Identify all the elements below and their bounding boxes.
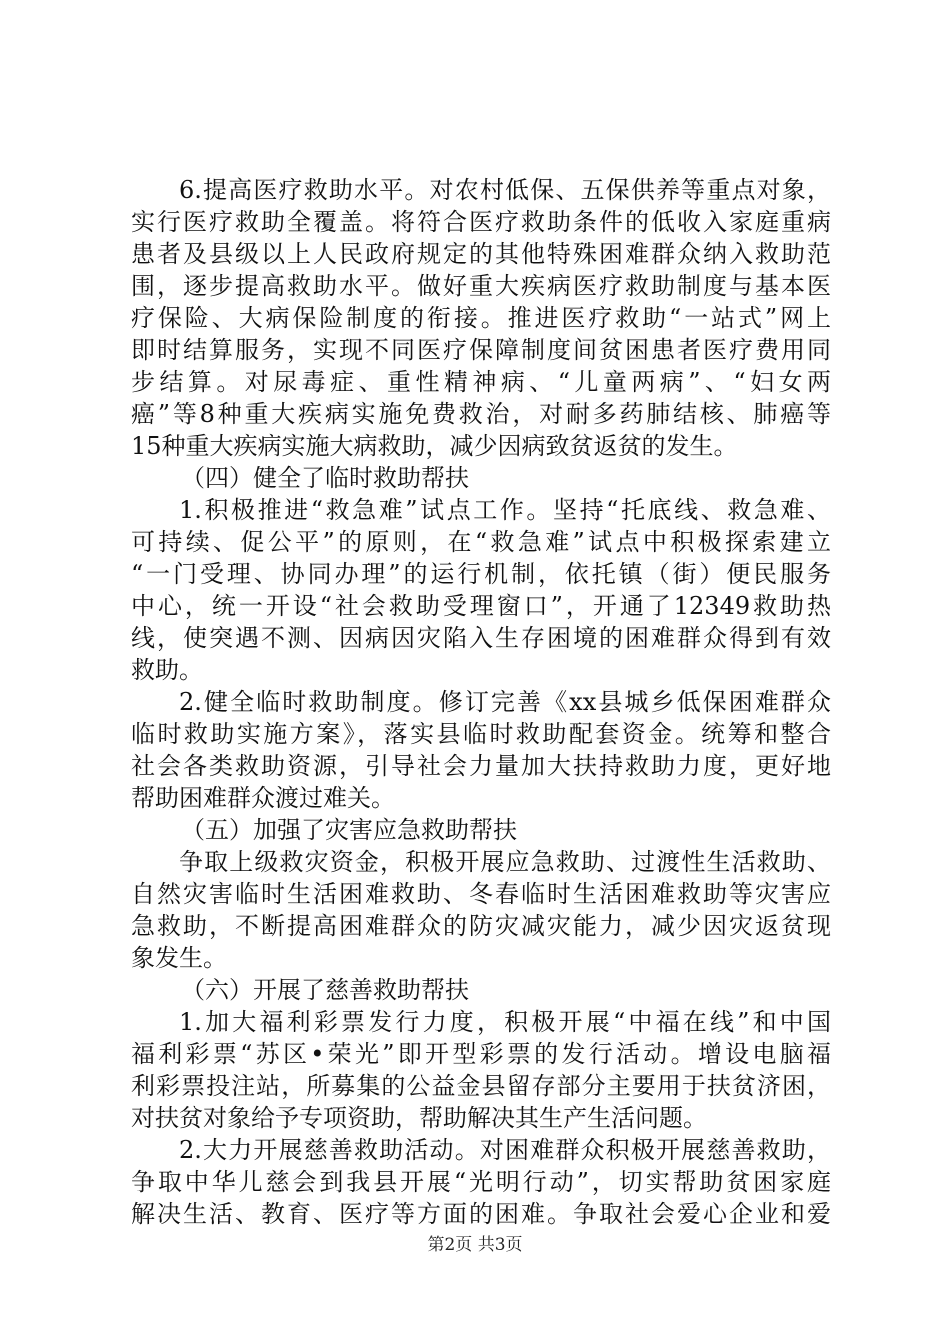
section-heading: （四）健全了临时救助帮扶 xyxy=(181,464,469,492)
paragraph-line: 对扶贫对象给予专项资助，帮助解决其生产生活问题。 xyxy=(131,1104,707,1132)
paragraph-line: 癌”等8种重大疾病实施免费救治，对耐多药肺结核、肺癌等 xyxy=(131,400,831,428)
paragraph-line: 可持续、促公平”的原则，在“救急难”试点中积极探索建立 xyxy=(131,528,831,556)
paragraph-line: 实行医疗救助全覆盖。将符合医疗救助条件的低收入家庭重病 xyxy=(131,208,831,236)
paragraph-line: 15种重大疾病实施大病救助，减少因病致贫返贫的发生。 xyxy=(131,432,738,460)
paragraph-line: 2.健全临时救助制度。修订完善《xx县城乡低保困难群众 xyxy=(179,688,831,716)
paragraph-line: 2.大力开展慈善救助活动。对困难群众积极开展慈善救助， xyxy=(179,1136,831,1164)
paragraph-line: 解决生活、教育、医疗等方面的困难。争取社会爱心企业和爱 xyxy=(131,1200,831,1228)
paragraph-line: 福利彩票“苏区•荣光”即开型彩票的发行活动。增设电脑福 xyxy=(131,1040,831,1068)
paragraph-line: 急救助，不断提高困难群众的防灾减灾能力，减少因灾返贫现 xyxy=(131,912,831,940)
section-heading: （五）加强了灾害应急救助帮扶 xyxy=(181,816,517,844)
paragraph-line: 步结算。对尿毒症、重性精神病、“儿童两病”、“妇女两 xyxy=(131,368,831,396)
paragraph-line: 疗保险、大病保险制度的衔接。推进医疗救助“一站式”网上 xyxy=(131,304,831,332)
paragraph-line: 1.积极推进“救急难”试点工作。坚持“托底线、救急难、 xyxy=(179,496,831,524)
paragraph-line: 患者及县级以上人民政府规定的其他特殊困难群众纳入救助范 xyxy=(131,240,831,268)
section-heading: （六）开展了慈善救助帮扶 xyxy=(181,976,469,1004)
paragraph-line: 社会各类救助资源，引导社会力量加大扶持救助力度，更好地 xyxy=(131,752,831,780)
paragraph-line: 帮助困难群众渡过难关。 xyxy=(131,784,395,812)
paragraph-line: 争取上级救灾资金，积极开展应急救助、过渡性生活救助、 xyxy=(179,848,831,876)
paragraph-line: 6.提高医疗救助水平。对农村低保、五保供养等重点对象， xyxy=(179,176,831,204)
paragraph-line: 自然灾害临时生活困难救助、冬春临时生活困难救助等灾害应 xyxy=(131,880,831,908)
paragraph-line: “一门受理、协同办理”的运行机制，依托镇（街）便民服务 xyxy=(131,560,831,588)
paragraph-line: 围，逐步提高救助水平。做好重大疾病医疗救助制度与基本医 xyxy=(131,272,831,300)
paragraph-line: 临时救助实施方案》，落实县临时救助配套资金。统筹和整合 xyxy=(131,720,831,748)
paragraph-line: 利彩票投注站，所募集的公益金县留存部分主要用于扶贫济困， xyxy=(131,1072,831,1100)
paragraph-line: 即时结算服务，实现不同医疗保障制度间贫困患者医疗费用同 xyxy=(131,336,831,364)
paragraph-line: 1.加大福利彩票发行力度，积极开展“中福在线”和中国 xyxy=(179,1008,831,1036)
paragraph-line: 争取中华儿慈会到我县开展“光明行动”，切实帮助贫困家庭 xyxy=(131,1168,831,1196)
paragraph-line: 救助。 xyxy=(131,656,203,684)
paragraph-line: 象发生。 xyxy=(131,944,227,972)
page-number-footer: 第2页 共3页 xyxy=(427,1235,523,1255)
document-body xyxy=(131,174,831,1230)
paragraph-line: 线，使突遇不测、因病因灾陷入生存困境的困难群众得到有效 xyxy=(131,624,831,652)
paragraph-line: 中心，统一开设“社会救助受理窗口”，开通了12349救助热 xyxy=(131,592,831,620)
